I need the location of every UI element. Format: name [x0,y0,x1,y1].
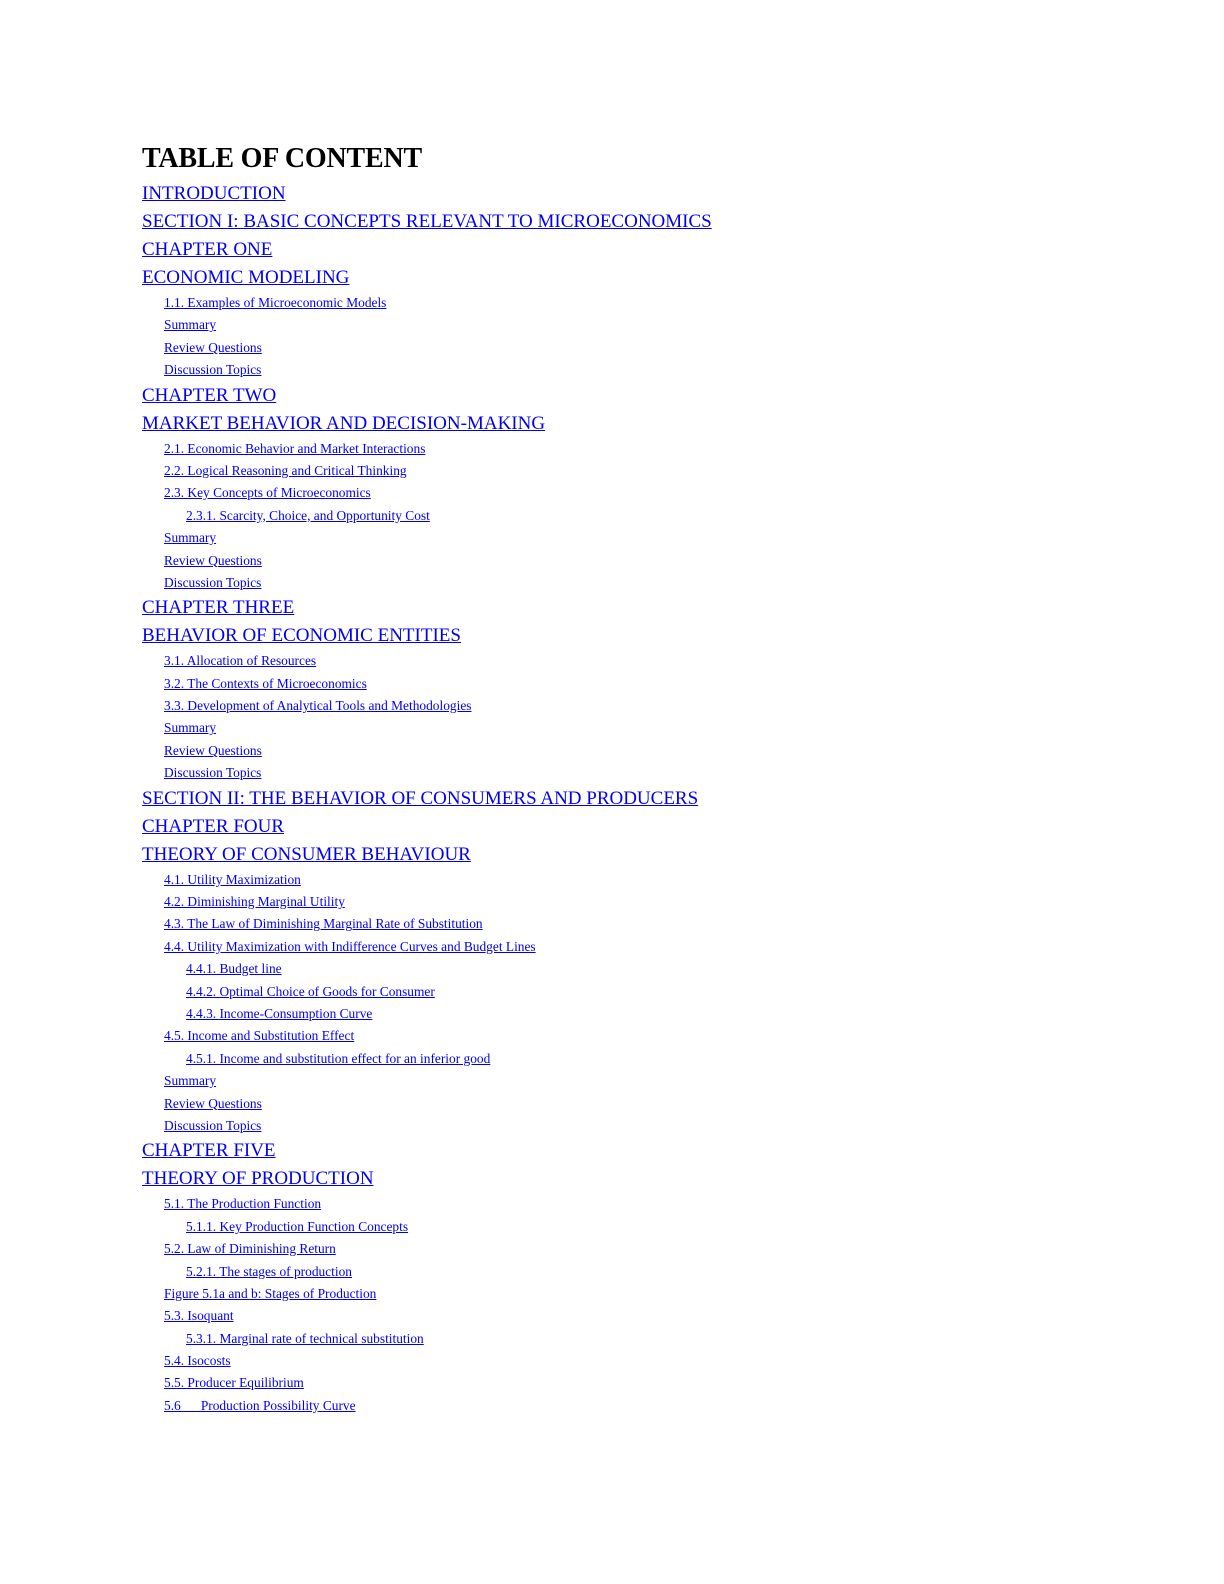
toc-link[interactable]: 5.3. Isoquant [164,1308,234,1324]
toc-subsection-entry [142,1216,1142,1238]
toc-link[interactable]: 2.3. Key Concepts of Microeconomics [164,485,371,501]
toc-subsection-entry [142,505,1142,527]
toc-link[interactable]: Review Questions [164,339,262,355]
toc-link[interactable]: 5.4. Isocosts [164,1353,231,1369]
toc-link[interactable]: 4.4.1. Budget line [186,961,282,977]
toc-link[interactable]: Summary [164,1073,217,1089]
toc-link[interactable]: 4.4.2. Optimal Choice of Goods for Consumer [186,983,435,999]
toc-section-entry [142,527,1142,549]
toc-link[interactable]: Discussion Topics [164,1117,262,1133]
toc-link[interactable]: Summary [164,530,217,546]
toc-link[interactable]: Discussion Topics [164,574,262,590]
toc-link[interactable]: 1.1. Examples of Microeconomic Models [164,295,387,310]
toc-link[interactable]: Discussion Topics [164,765,262,781]
toc-page [142,138,1142,1417]
toc-section-entry [142,891,1142,913]
toc-heading-entry [142,236,1142,264]
toc-link[interactable]: 2.1. Economic Behavior and Market Interactions [164,440,426,456]
toc-subsection-entry [142,1328,1142,1350]
toc-section-entry [142,337,1142,359]
toc-section-entry [142,1238,1142,1260]
toc-heading-entry [142,1137,1142,1165]
toc-subsection-entry [142,958,1142,980]
toc-heading-entry [142,1165,1142,1193]
toc-section-entry [142,740,1142,762]
toc-link[interactable]: 4.1. Utility Maximization [164,871,301,887]
toc-link[interactable]: Discussion Topics [164,362,262,378]
toc-link[interactable]: MARKET BEHAVIOR AND DECISION-MAKING [142,412,546,434]
toc-section-entry [142,1350,1142,1372]
toc-link[interactable]: Review Questions [164,742,262,758]
toc-section-entry [142,292,1142,314]
toc-link[interactable]: 4.4.3. Income-Consumption Curve [186,1005,373,1021]
toc-section-entry [142,1025,1142,1047]
toc-section-entry [142,936,1142,958]
toc-link[interactable]: Summary [164,720,217,736]
toc-link[interactable]: CHAPTER THREE [142,597,295,619]
toc-link[interactable]: Figure 5.1a and b: Stages of Production [164,1285,377,1301]
toc-section-entry [142,1305,1142,1327]
toc-section-entry [142,1395,1142,1417]
toc-heading-entry [142,410,1142,438]
toc-link[interactable]: CHAPTER TWO [142,384,277,406]
toc-section-entry [142,1070,1142,1092]
toc-link[interactable]: SECTION II: THE BEHAVIOR OF CONSUMERS AND PRODUCERS [142,787,699,809]
toc-link[interactable]: 5.1.1. Key Production Function Concepts [186,1218,409,1234]
toc-link[interactable]: Summary [164,317,217,333]
toc-link[interactable]: THEORY OF CONSUMER BEHAVIOUR [142,843,471,865]
toc-subsection-entry [142,1003,1142,1025]
toc-section-entry [142,438,1142,460]
toc-heading-entry [142,785,1142,813]
toc-section-entry [142,1372,1142,1394]
toc-heading-entry [142,594,1142,622]
toc-section-entry [142,762,1142,784]
toc-subsection-entry [142,1048,1142,1070]
toc-heading-entry [142,622,1142,650]
toc-subsection-entry [142,1261,1142,1283]
toc-link[interactable]: 3.1. Allocation of Resources [164,653,317,669]
toc-link[interactable]: THEORY OF PRODUCTION [142,1168,374,1190]
toc-link[interactable]: 5.6 Production Possibility Curve [164,1397,356,1413]
toc-section-entry [142,1093,1142,1115]
toc-link[interactable]: 4.4. Utility Maximization with Indifference Curves and Budget Lines [164,938,536,954]
toc-link[interactable]: 3.3. Development of Analytical Tools and Methodologies [164,698,472,714]
toc-link[interactable]: BEHAVIOR OF ECONOMIC ENTITIES [142,625,461,647]
toc-section-entry [142,359,1142,381]
toc-link[interactable]: 5.2.1. The stages of production [186,1263,352,1279]
toc-section-entry [142,695,1142,717]
toc-section-entry [142,550,1142,572]
toc-section-entry [142,869,1142,891]
toc-section-entry [142,673,1142,695]
toc-link[interactable]: 5.1. The Production Function [164,1196,322,1212]
toc-subsection-entry [142,981,1142,1003]
toc-link[interactable]: CHAPTER FIVE [142,1140,276,1162]
toc-link[interactable]: 4.3. The Law of Diminishing Marginal Rate of Substitution [164,916,483,932]
toc-link[interactable]: CHAPTER FOUR [142,815,284,837]
toc-section-entry [142,913,1142,935]
toc-link[interactable]: 5.3.1. Marginal rate of technical substitution [186,1330,424,1346]
toc-list [142,180,1142,1417]
toc-link[interactable]: 5.5. Producer Equilibrium [164,1375,304,1391]
toc-link[interactable]: 5.2. Law of Diminishing Return [164,1241,336,1257]
toc-heading-entry [142,382,1142,410]
toc-heading-entry [142,813,1142,841]
toc-link[interactable]: 4.5. Income and Substitution Effect [164,1028,355,1044]
toc-section-entry [142,482,1142,504]
toc-link[interactable]: 4.5.1. Income and substitution effect for an inferior good [186,1050,491,1066]
toc-section-entry [142,1283,1142,1305]
toc-section-entry [142,1115,1142,1137]
toc-link[interactable]: SECTION I: BASIC CONCEPTS RELEVANT TO MICROECONOMICS [142,211,712,232]
toc-section-entry [142,460,1142,482]
toc-heading-entry [142,180,1142,208]
toc-link[interactable]: 2.3.1. Scarcity, Choice, and Opportunity Cost [186,507,430,523]
toc-section-entry [142,650,1142,672]
toc-heading-entry [142,208,1142,236]
toc-link[interactable]: INTRODUCTION [142,183,286,204]
page-title: TABLE OF CONTENT [142,143,422,174]
toc-link[interactable]: Review Questions [164,1095,262,1111]
toc-link[interactable]: CHAPTER ONE [142,239,273,260]
toc-section-entry [142,314,1142,336]
toc-link[interactable]: 3.2. The Contexts of Microeconomics [164,675,367,691]
toc-section-entry [142,717,1142,739]
toc-heading-entry [142,264,1142,292]
toc-link[interactable]: 2.2. Logical Reasoning and Critical Thinking [164,462,407,478]
toc-section-entry [142,572,1142,594]
toc-link[interactable]: ECONOMIC MODELING [142,267,350,288]
toc-link[interactable]: Review Questions [164,552,262,568]
toc-link[interactable]: 4.2. Diminishing Marginal Utility [164,894,345,910]
toc-section-entry [142,1193,1142,1215]
toc-heading-entry [142,841,1142,869]
